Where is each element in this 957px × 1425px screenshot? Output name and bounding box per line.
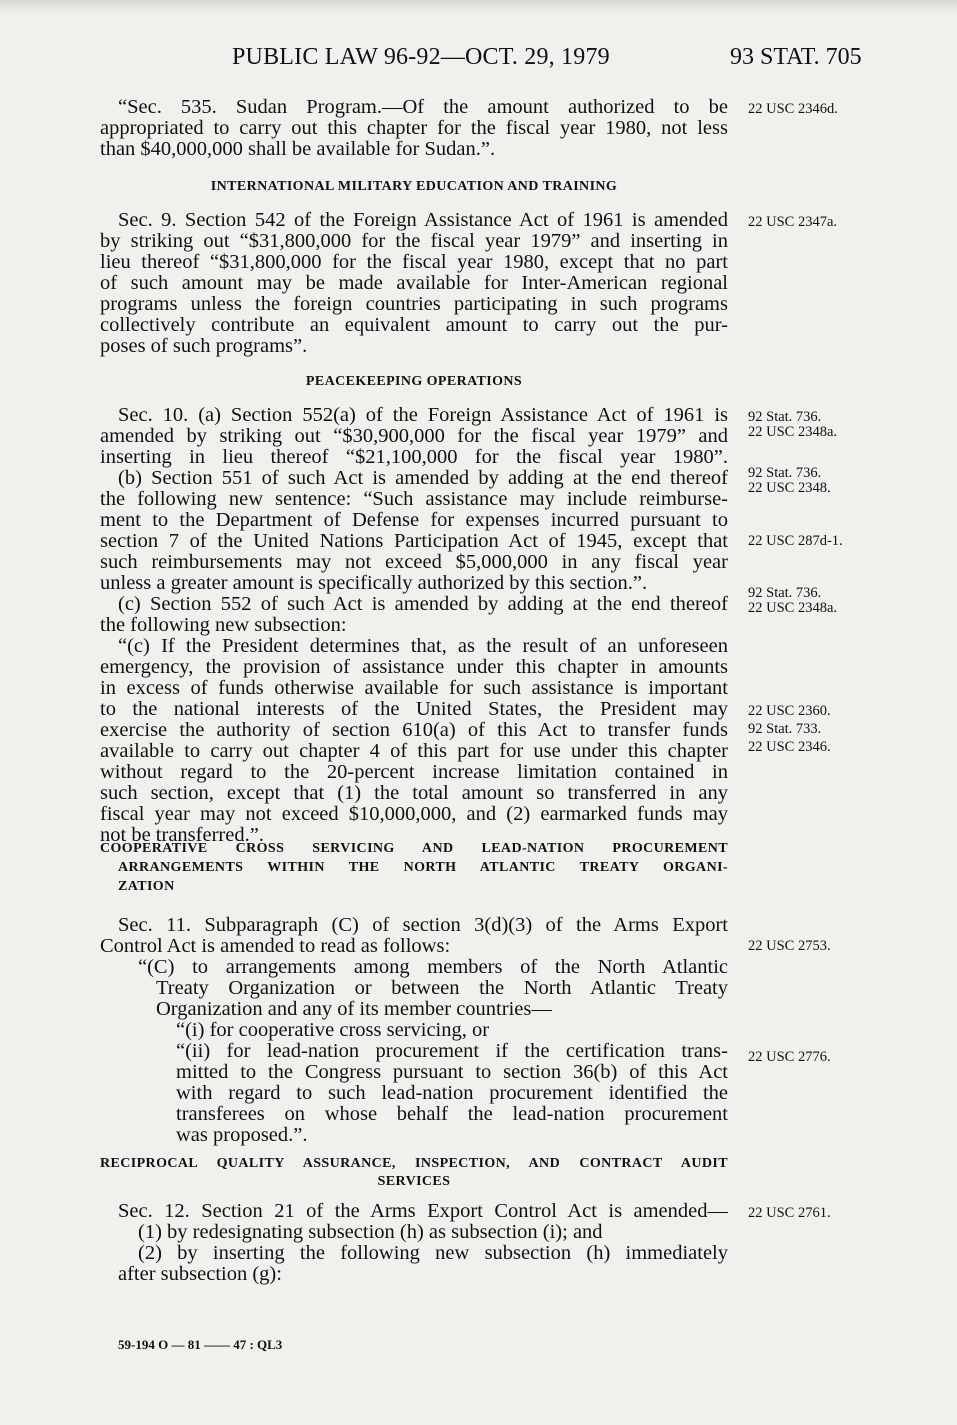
text-line: section 7 of the United Nations Participation Act of 1945, except that <box>100 530 728 552</box>
text-line: “(i) for cooperative cross servicing, or <box>176 1019 490 1041</box>
text-line: (2) by inserting the following new subsection (h) immediately <box>138 1242 728 1264</box>
text-line: “(ii) for lead-nation procurement if the certification trans- <box>176 1040 728 1062</box>
margin-note: 92 Stat. 736. <box>748 585 822 601</box>
margin-note: 22 USC 2346d. <box>748 101 838 117</box>
section-heading: ARRANGEMENTS WITHIN THE NORTH ATLANTIC TREATY ORGANI- <box>118 860 728 875</box>
text-line: in excess of funds otherwise available for such assistance is important <box>100 677 728 699</box>
margin-note: 92 Stat. 736. <box>748 465 822 481</box>
text-line: (b) Section 551 of such Act is amended by adding at the end thereof <box>118 467 728 489</box>
text-line: Sec. 11. Subparagraph (C) of section 3(d)(3) of the Arms Export <box>118 914 728 936</box>
section-heading: ZATION <box>118 879 175 894</box>
margin-note: 22 USC 2348. <box>748 480 831 496</box>
page-header <box>0 44 957 78</box>
text-line: exercise the authority of section 610(a) of this Act to transfer funds <box>100 719 728 741</box>
margin-note: 22 USC 287d-1. <box>748 533 843 549</box>
text-line: lieu thereof “$31,800,000 for the fiscal year 1980, except that no part <box>100 251 728 273</box>
print-footer: 59-194 O — 81 —— 47 : QL3 <box>118 1337 283 1352</box>
text-line: collectively contribute an equivalent amount to carry out the pur- <box>100 314 728 336</box>
text-line: amended by striking out “$30,900,000 for the fiscal year 1979” and <box>100 425 728 447</box>
section-heading: PEACEKEEPING OPERATIONS <box>305 374 523 389</box>
margin-note: 22 USC 2360. <box>748 703 831 719</box>
text-line: fiscal year may not exceed $10,000,000, and (2) earmarked funds may <box>100 803 728 825</box>
text-line: poses of such programs”. <box>100 335 308 357</box>
text-line: Treaty Organization or between the North Atlantic Treaty <box>156 977 728 999</box>
text-line: of such amount may be made available for Inter-American regional <box>100 272 728 294</box>
margin-note: 22 USC 2348a. <box>748 424 838 440</box>
text-line: Sec. 9. Section 542 of the Foreign Assistance Act of 1961 is amended <box>118 209 728 231</box>
section-heading: INTERNATIONAL MILITARY EDUCATION AND TRAINING <box>210 179 618 194</box>
text-line: not be transferred.”. <box>100 824 264 846</box>
text-line: by striking out “$31,800,000 for the fiscal year 1979” and inserting in <box>100 230 728 252</box>
margin-note: 22 USC 2348a. <box>748 600 838 616</box>
text-line: mitted to the Congress pursuant to section 36(b) of this Act <box>176 1061 728 1083</box>
text-line: (c) Section 552 of such Act is amended by adding at the end thereof <box>118 593 728 615</box>
text-line: than $40,000,000 shall be available for Sudan.”. <box>100 138 496 160</box>
margin-note: 22 USC 2347a. <box>748 214 838 230</box>
margin-note: 22 USC 2761. <box>748 1205 831 1221</box>
section-heading: SERVICES <box>377 1174 451 1189</box>
text-line: without regard to the 20-percent increase limitation contained in <box>100 761 728 783</box>
margin-note: 22 USC 2753. <box>748 938 831 954</box>
text-line: Sec. 12. Section 21 of the Arms Export Control Act is amended— <box>118 1200 728 1222</box>
text-line: after subsection (g): <box>118 1263 282 1285</box>
text-line: “Sec. 535. Sudan Program.—Of the amount authorized to be <box>118 96 728 118</box>
margin-note: 22 USC 2776. <box>748 1049 831 1065</box>
text-line: programs unless the foreign countries participating in such programs <box>100 293 728 315</box>
text-line: to the national interests of the United States, the President may <box>100 698 728 720</box>
text-line: was proposed.”. <box>176 1124 308 1146</box>
page-top-edge <box>0 0 957 14</box>
text-line: such section, except that (1) the total amount so transferred in any <box>100 782 728 804</box>
text-line: Control Act is amended to read as follows: <box>100 935 451 957</box>
text-line: appropriated to carry out this chapter for the fiscal year 1980, not less <box>100 117 728 139</box>
text-line: the following new sentence: “Such assistance may include reimburse- <box>100 488 728 510</box>
text-line: inserting in lieu thereof “$21,100,000 for the fiscal year 1980”. <box>100 446 728 468</box>
section-heading: RECIPROCAL QUALITY ASSURANCE, INSPECTION, AND CONTRACT AUDIT <box>100 1156 728 1171</box>
text-line: with regard to such lead-nation procurement identified the <box>176 1082 728 1104</box>
header-stat-page: 93 STAT. 705 <box>730 44 862 70</box>
text-line: the following new subsection: <box>100 614 347 636</box>
text-line: unless a greater amount is specifically authorized by this section.”. <box>100 572 648 594</box>
text-line: “(c) If the President determines that, as the result of an unforeseen <box>118 635 728 657</box>
text-line: “(C) to arrangements among members of the North Atlantic <box>138 956 728 978</box>
margin-note: 22 USC 2346. <box>748 739 831 755</box>
text-line: emergency, the provision of assistance under this chapter in amounts <box>100 656 728 678</box>
text-line: Organization and any of its member countries— <box>156 998 552 1020</box>
section-heading: COOPERATIVE CROSS SERVICING AND LEAD-NATION PROCUREMENT <box>100 841 728 856</box>
text-line: ment to the Department of Defense for expenses incurred pursuant to <box>100 509 728 531</box>
header-citation: PUBLIC LAW 96-92—OCT. 29, 1979 <box>232 44 610 70</box>
text-line: such reimbursements may not exceed $5,000,000 in any fiscal year <box>100 551 728 573</box>
text-line: (1) by redesignating subsection (h) as subsection (i); and <box>138 1221 603 1243</box>
margin-note: 92 Stat. 733. <box>748 721 822 737</box>
text-line: available to carry out chapter 4 of this part for use under this chapter <box>100 740 728 762</box>
text-line: Sec. 10. (a) Section 552(a) of the Foreign Assistance Act of 1961 is <box>118 404 728 426</box>
margin-note: 92 Stat. 736. <box>748 409 822 425</box>
text-line: transferees on whose behalf the lead-nation procurement <box>176 1103 728 1125</box>
